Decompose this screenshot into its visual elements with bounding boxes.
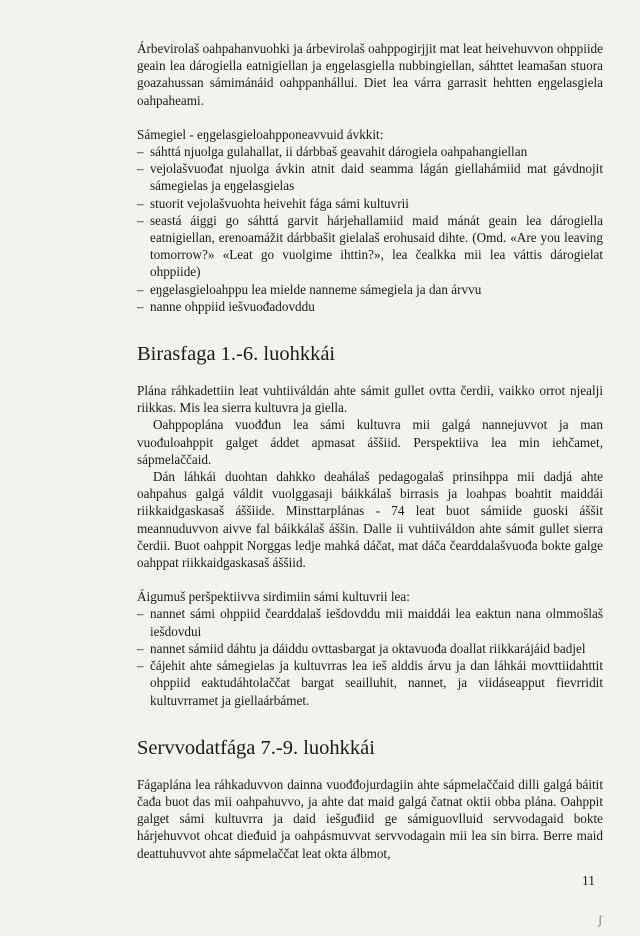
list-item: – eŋgelasgieloahppu lea mielde nanneme sámegiela ja dan árvvu — [137, 281, 482, 297]
list-item: – sáhttá njuolga gulahallat, ii dárbbaš geavahit dárogiela oahpahangiellan — [137, 144, 528, 160]
aims-heading: Áigumuš peršpektiivva sirdimiin sámi kultuvrii lea: — [137, 589, 410, 605]
list-item: – nannet sámiid dáhtu ja dáiddu ovttasbargat ja oktavuođa doallat riikkarájáid badjel — [137, 640, 586, 656]
page-body — [137, 40, 603, 862]
list-item: – nannet sámi ohppiid čearddalaš iešdovddu mii maiddái lea eaktun nana olmmošlaš iešdovdui — [137, 606, 603, 639]
aims-list — [137, 605, 603, 708]
list-item: – stuorit vejolašvuohta heivehit fága sámi kultuvrii — [137, 195, 409, 211]
section1-paragraph-2: Oahppoplána vuođđun lea sámi kultuvra mii galgá nannejuvvot ja man vuođuloahppit galget áddet apmasat áššiid. Perspektiiva lea min iehčamet, sápmelaččaid. — [137, 417, 603, 467]
list-item: – seastá áiggi go sáhttá garvit hárjehallamiid maid mánát geain lea dárogiella eatnigiellan, erenoamážit dárbbašit gielalaš erohusaid dihte. (Omd. «Are you leaving tomorrow?» «Leat go vuolgime ihttin?», lea čealkka mii lea váttis dárogielat ohppiide) — [137, 212, 603, 280]
list-item: – čájehit ahte sámegielas ja kultuvrras lea ieš alddis árvu ja dan láhkái movttiidahttit ohppiid eaktudáhtolaččat bargat seailluhit, nannet, ja viidáseapput fievrridit kultuvrramet ja giellaárbámet. — [137, 658, 603, 708]
section-heading-birasfaga: Birasfaga 1.-6. luohkkái — [137, 343, 336, 366]
section-heading-servvodatfaga: Servvodatfága 7.-9. luohkkái — [137, 736, 375, 759]
section2-paragraph-1: Fágaplána lea ráhkaduvvon dainna vuođđojurdagiin ahte sápmelaččaid dilli galgá báitit čađa buot das mii oahpahuvvo, ja ahte dat maid galgá čatnat oktii obba plána. Oahppit galget sámi kultuvrra ja daid iešguđiid ge sámiguovlluid servvodagaid bokte hárjehuvvot ohcat dieđuid ja oahpásmuvvat servvodagain mii lea sin birra. Berre maid deattuhuvvot ahte sápmelaččat leat okta álbmot, — [137, 776, 603, 861]
section1-paragraph-3: Dán láhkái duohtan dahkko deahálaš pedagogalaš prinsihppa mii dadjá ahte oahpahus galgá váldit vuolggasaji báikkálaš birrasis ja loahpas boahtit maiddái riikkaidgaskasaš áššiide. Minsttarplánas - 74 leat buot sámiide guoski áššit meannuduvvon aivve fal báikkálaš áššin. Dalle ii vuhtiiváldon ahte sámit gullet sierra čerdii. Buot oahppit Norggas ledje mahká dáčat, mat dáča čearddalašvuođa bokte galge oahppat riikkaidgaskasaš áššiid. — [137, 469, 603, 571]
list-item: – vejolašvuođat njuolga ávkin atnit daid seamma lágán giellahámiid mat gávdnojit sámegielas ja eŋgelasgielas — [137, 161, 603, 194]
advantages-heading: Sámegiel - eŋgelasgieloahpponeavvuid ávkkit: — [137, 126, 384, 142]
section1-paragraph-1: Plána ráhkadettiin leat vuhtiiváldán ahte sámit gullet ovtta čerdii, vaikko orrot njealji riikkas. Mis lea sierra kultuvra ja giella. — [137, 383, 603, 416]
advantages-list — [137, 143, 603, 315]
corner-mark: ʃ — [598, 912, 603, 927]
intro-paragraph: Árbevirolaš oahpahanvuohki ja árbevirolaš oahppogirjjit mat leat heivehuvvon ohppiide geain lea dárogiella eatnigiellan ja eŋgelasgiella nubbingiellan, sáhttet leamašan stuora goazahussan sámimánáid oahppanhállui. Diet lea várra garrasit hehtten eŋgelasgiela oahpaheami. — [137, 41, 603, 108]
list-item: – nanne ohppiid iešvuođadovddu — [137, 298, 315, 314]
page-number: 11 — [582, 873, 595, 888]
